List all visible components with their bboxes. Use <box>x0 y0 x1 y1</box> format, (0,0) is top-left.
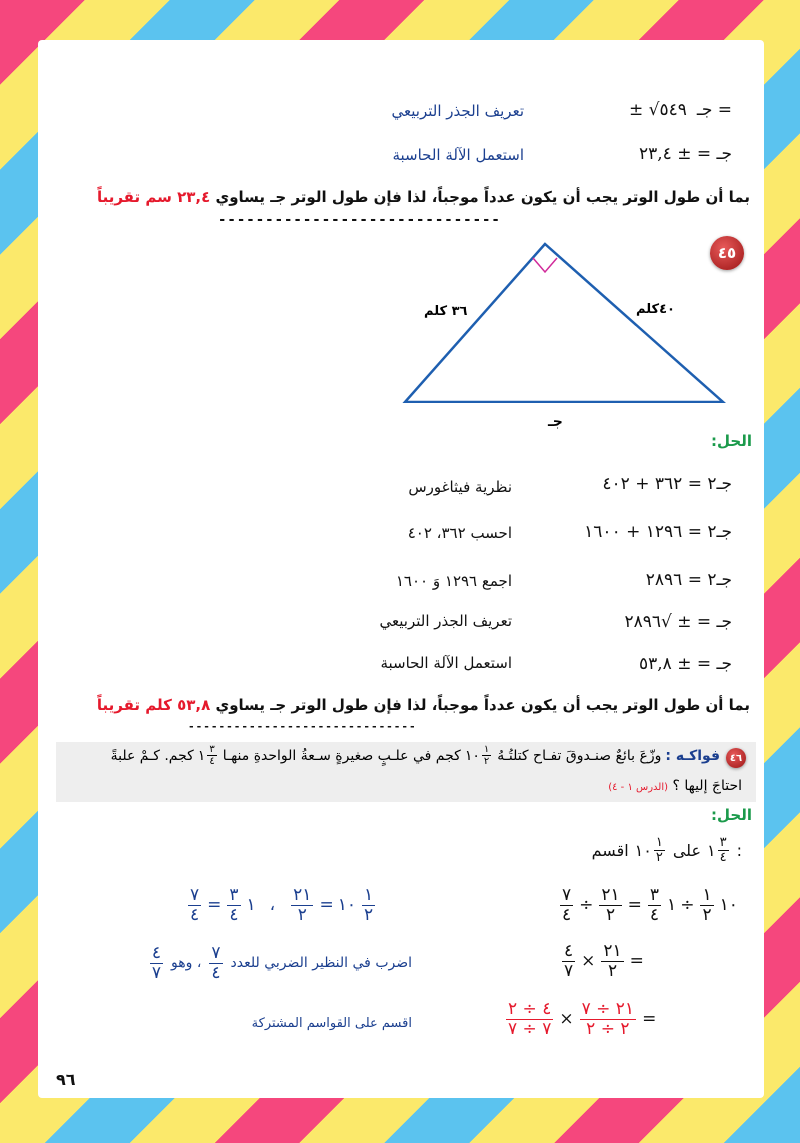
p45-step2-note: احسب ٣٦٢، ٤٠٢ <box>407 524 512 542</box>
conv-b-whole: ١ <box>246 895 256 916</box>
p45-step4-math: جـ = ± √٢٨٩٦ <box>624 612 732 632</box>
problem46-text-line2 <box>608 778 742 794</box>
top-conclusion-value: ٢٣,٤ سم تقريباً <box>96 188 211 206</box>
eq1-r1-den: ٤ <box>562 904 572 925</box>
eq3-eq: = <box>642 1009 657 1030</box>
recip-note-frac2 <box>150 944 163 982</box>
p46-a-num: ١ <box>655 835 663 850</box>
p45-step1-note: نظرية فيثاغورس <box>408 478 512 496</box>
conv-b-frac <box>227 886 240 924</box>
problem46-lesson-ref: (الدرس ١ - ٤) <box>608 782 669 793</box>
frac-b-den: ٤ <box>209 756 215 767</box>
triangle-label-right: ٤٠كلم <box>636 302 675 317</box>
eq2-recip <box>562 942 575 980</box>
recip-note-frac <box>209 944 222 982</box>
top-conclusion-text: بما أن طول الوتر يجب أن يكون عدداً موجباً، لذا فإن طول الوتر جـ يساوي <box>215 188 750 206</box>
conv-b-eq: = <box>207 895 222 916</box>
eq3-f2 <box>580 1000 636 1038</box>
triangle-diagram <box>400 238 730 403</box>
eq2-eq: = <box>629 951 644 972</box>
eq1-eq: = <box>627 895 642 916</box>
eq3-times: × <box>559 1009 574 1030</box>
conv-b-den: ٤ <box>229 904 239 925</box>
eq3-f1-den: ٧ ÷ ٧ <box>508 1018 552 1039</box>
p46-divide-on: على <box>672 841 702 861</box>
page-sheet <box>38 40 764 1098</box>
eq2-frac-den: ٢ <box>607 960 618 981</box>
p45-step3-note: اجمع ١٢٩٦ وَ ١٦٠٠ <box>395 572 512 590</box>
eq2-times: × <box>581 951 596 972</box>
page-number: ٩٦ <box>56 1070 76 1089</box>
p46-b-frac <box>718 836 729 866</box>
eq1-div2: ÷ <box>680 895 695 916</box>
p46-eq3 <box>504 1000 656 1038</box>
problem46-text-line2-q: احتاجَ إليها ؟ <box>672 778 742 794</box>
problem46-number: ٤٦ <box>729 752 743 764</box>
eq1-r4 <box>700 886 713 924</box>
problem46-frac-a <box>465 744 493 767</box>
conv-b-result <box>188 886 201 924</box>
recip-note-a: اضرب في النظير الضربي للعدد <box>230 955 412 972</box>
conv-a-res-den: ٢ <box>297 904 307 925</box>
eq1-r3-den: ٤ <box>649 904 660 925</box>
problem46-text-line1 <box>111 744 720 767</box>
frac-a-whole: ١٠ <box>464 747 480 764</box>
p45-step5-note: استعمل الآلة الحاسبة <box>380 654 512 672</box>
eq1-r2-num: ٢١ <box>601 885 620 905</box>
p46-conversions <box>186 886 377 924</box>
eq1-r4-num: ١ <box>702 885 712 905</box>
conv-b-res-num: ٧ <box>190 885 200 905</box>
p45-step1-math: جـ٢ = ٣٦٢ + ٤٠٢ <box>602 474 732 494</box>
eq3-f2-den: ٢ ÷ ٢ <box>586 1018 630 1039</box>
recip-note-frac-num: ٧ <box>211 943 221 963</box>
p46-common-note: اقسم على القواسم المشتركة <box>251 1016 412 1031</box>
p46-b-den: ٤ <box>719 850 727 866</box>
conv-sep: ، <box>269 895 276 916</box>
eq1-r2 <box>599 886 621 924</box>
problem46-frac-b <box>198 744 219 767</box>
eq1-r3 <box>648 886 661 924</box>
conv-b-res-den: ٤ <box>190 904 200 925</box>
p46-divide-row <box>592 836 742 866</box>
recip-note-frac-den: ٤ <box>211 962 221 983</box>
p46-eq2 <box>560 942 644 980</box>
p45-step5-math: جـ = ± ٥٣,٨ <box>639 654 732 674</box>
top-row1-note: تعريف الجذر التربيعي <box>391 102 524 120</box>
conv-a-eq: = <box>319 895 334 916</box>
top-row1-math-left: جـ = <box>696 100 732 120</box>
eq2-recip-num: ٤ <box>564 941 574 961</box>
eq1-r1 <box>560 886 573 924</box>
eq3-f2-num: ٢١ ÷ ٧ <box>581 999 635 1019</box>
p45-step2-math: جـ٢ = ١٢٩٦ + ١٦٠٠ <box>584 522 732 542</box>
eq1-r2-den: ٢ <box>605 904 616 925</box>
eq1-r1-num: ٧ <box>562 885 572 905</box>
eq2-frac-num: ٢١ <box>603 941 622 961</box>
triangle-shape <box>405 244 723 402</box>
p46-divide-label: اقسم <box>591 841 629 861</box>
conv-a-frac <box>362 886 375 924</box>
p46-b-whole: ١ <box>707 841 716 861</box>
frac-a-den: ٢ <box>483 756 490 767</box>
eq2-recip-den: ٧ <box>564 960 574 981</box>
p45-step4-note: تعريف الجذر التربيعي <box>379 612 512 630</box>
frac-b-num: ٣ <box>209 744 215 755</box>
eq1-div: ÷ <box>579 895 594 916</box>
problem46-text-3: كجم. كـمْ علبةً <box>110 747 194 764</box>
conv-a-res-num: ٢١ <box>293 885 312 905</box>
conv-a-result <box>291 886 313 924</box>
eq3-f1 <box>506 1000 553 1038</box>
right-angle-marker <box>533 258 557 272</box>
recip-note-b: ، وهو <box>171 955 202 972</box>
p45-conclusion-text: بما أن طول الوتر يجب أن يكون عدداً موجباً، لذا فإن طول الوتر جـ يساوي <box>215 696 750 714</box>
p46-colon: : <box>736 841 742 861</box>
p46-b-num: ٣ <box>719 835 727 850</box>
separator-dashes: ------------------------------ <box>218 212 501 228</box>
top-row2-math: جـ = ± ٢٣,٤ <box>639 144 732 164</box>
top-row2-note: استعمل الآلة الحاسبة <box>392 146 524 164</box>
frac-a-part <box>482 744 491 767</box>
triangle-label-bottom: جـ <box>548 414 563 430</box>
triangle-label-left: ٣٦ كلم <box>424 304 468 319</box>
conv-a-den: ٢ <box>363 904 374 925</box>
problem46-solution-label: الحل: <box>711 806 752 824</box>
problem46-badge <box>726 748 746 768</box>
eq2-frac <box>601 942 623 980</box>
p46-a-den: ٢ <box>655 850 663 866</box>
recip-note-frac2-den: ٧ <box>151 962 162 983</box>
p46-divide-a <box>635 836 667 866</box>
p46-reciprocal-note <box>148 944 412 982</box>
p46-a-whole: ١٠ <box>634 841 652 861</box>
p45-conclusion-value: ٥٣,٨ كلم تقريباً <box>96 696 211 714</box>
eq1-r4-den: ٢ <box>702 904 712 925</box>
eq3-f1-num: ٤ ÷ ٢ <box>508 999 552 1019</box>
recip-note-frac2-num: ٤ <box>151 943 162 963</box>
eq1-r3-whole: ١ <box>667 895 677 916</box>
problem46-title: فواكـه : <box>665 747 720 764</box>
frac-b-part <box>207 744 216 767</box>
eq1-r3-num: ٣ <box>649 885 660 905</box>
conv-a-num: ١ <box>363 885 374 905</box>
conv-b-num: ٣ <box>229 885 239 905</box>
frac-b-whole: ١ <box>197 747 206 764</box>
problem45-solution-label: الحل: <box>711 432 752 450</box>
conv-a-whole: ١٠ <box>337 895 356 916</box>
top-conclusion <box>97 188 750 206</box>
top-row1-math <box>629 100 732 120</box>
frac-a-num: ١ <box>483 744 490 755</box>
p46-divide-b <box>707 836 731 866</box>
separator-dashes-2: ------------------------------ <box>188 720 417 733</box>
p46-a-frac <box>654 836 665 866</box>
problem45-number: ٤٥ <box>717 244 737 262</box>
problem46-text-1: وزّعَ بائعٌ صنـدوقَ تفـاح كتلتُـهُ <box>497 747 662 764</box>
eq1-r4-whole: ١٠ <box>719 895 738 916</box>
top-row1-math-right: ± √٥٤٩ <box>628 100 687 120</box>
p45-conclusion <box>97 696 750 714</box>
problem46-text-2: كجم في علـبٍ صغيرةٍ سـعةُ الواحدةِ منهـا <box>222 747 461 764</box>
p45-step3-math: جـ٢ = ٢٨٩٦ <box>645 570 732 590</box>
p46-eq1 <box>558 886 738 924</box>
